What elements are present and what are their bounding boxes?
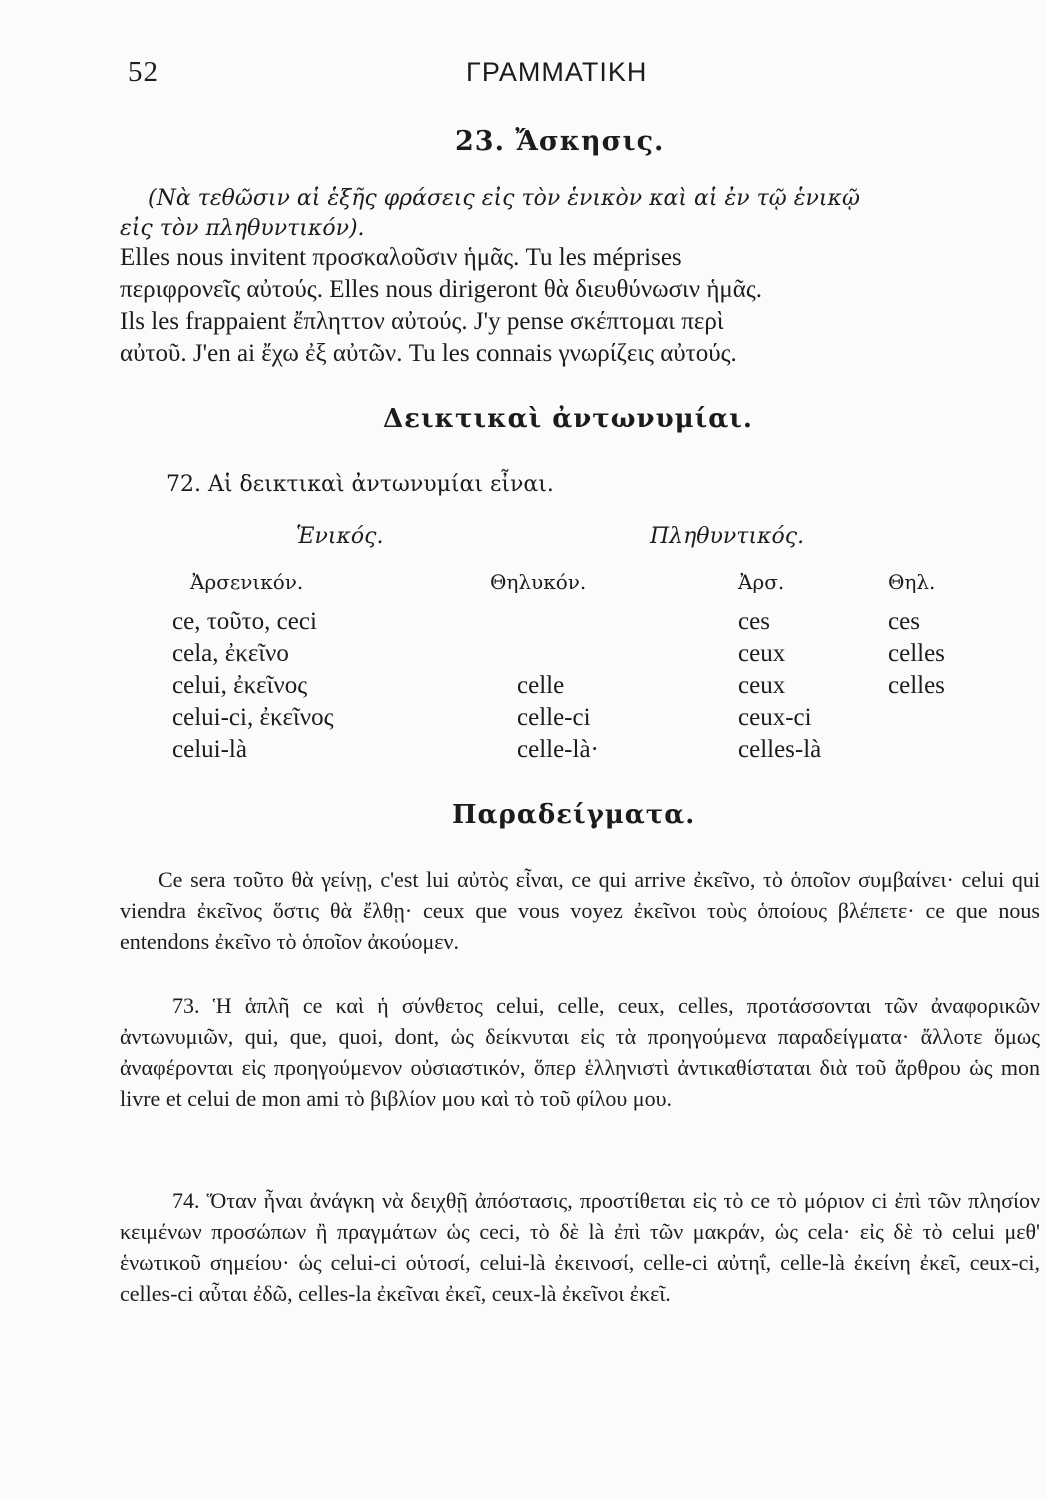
- table-cell-pl-masc: celles-là: [738, 736, 822, 763]
- paragraph-73: 73. Ἡ ἁπλῆ ce καὶ ἡ σύνθετος celui, celle, ceux, celles, προτάσσονται τῶν ἀναφορικῶν ἀντωνυμιῶν, qui, que, quoi, dont, ὡς δείκνυται εἰς τὰ προηγούμενα παραδείγματα· ἄλλοτε ὅμως ἀναφέρονται εἰς προηγούμενον οὐσιαστικόν, ὅπερ ἑλληνιστὶ ἀντικαθίσταται διὰ τοῦ ἄρθρου ὡς mon livre et celui de mon ami τὸ βιβλίον μου καὶ τὸ τοῦ φίλου μου.: [120, 993, 1040, 1111]
- exercise-line-3: Ils les frappaient ἔπληττον αὐτούς. J'y pense σκέπτομαι περὶ: [120, 308, 724, 335]
- column-plural-feminine: Θηλ.: [888, 570, 936, 594]
- running-title: ΓΡΑΜΜΑΤΙΚΗ: [466, 57, 648, 87]
- page-number: 52: [128, 56, 159, 88]
- column-masculine: Ἀρσενικόν.: [190, 570, 304, 594]
- table-cell-masc: celui-là: [172, 736, 247, 763]
- table-cell-pl-masc: ces: [738, 608, 770, 635]
- exercise-instruction-line-1: (Νὰ τεθῶσιν αἱ ἑξῆς φράσεις εἰς τὸν ἑνικὸν καὶ αἱ ἐν τῷ ἑνικῷ: [148, 186, 860, 211]
- demonstratives-title: Δεικτικαὶ ἀντωνυμίαι.: [383, 404, 753, 434]
- examples-title: Παραδείγματα.: [452, 800, 696, 830]
- column-feminine: Θηλυκόν.: [490, 570, 587, 594]
- table-cell-fem: celle: [517, 672, 565, 699]
- table-cell-fem: celle-là·: [517, 736, 599, 763]
- table-cell-masc: celui-ci, ἐκεῖνος: [172, 704, 334, 731]
- table-cell-masc: ce, τοῦτο, ceci: [172, 608, 317, 635]
- plural-heading: Πληθυντικός.: [650, 524, 805, 549]
- exercise-instruction-line-2: εἰς τὸν πληθυντικόν).: [120, 216, 365, 241]
- table-cell-pl-masc: ceux: [738, 672, 786, 699]
- paragraph-74: 74. Ὅταν ἦναι ἀνάγκη νὰ δειχθῇ ἀπόστασις, προστίθεται εἰς τὸ ce τὸ μόριον ci ἐπὶ τῶν πλησίον κειμένων προσώπων ἢ πραγμάτων ὡς ceci, τὸ δὲ là ἐπὶ τῶν μακράν, ὡς cela· εἰς δὲ τὸ celui μεθ' ἑνωτικοῦ σημείου· ὡς celui-ci οὑτοσί, celui-là ἐκεινοσί, celle-ci αὐτηΐ, celle-là ἐκείνη ἐκεῖ, ceux-ci, celles-ci αὗται ἐδῶ, celles-la ἐκεῖναι ἐκεῖ, ceux-là ἐκεῖνοι ἐκεῖ.: [120, 1188, 1040, 1306]
- table-cell-fem: celle-ci: [517, 704, 591, 731]
- exercise-line-4: αὐτοῦ. J'en ai ἔχω ἐξ αὐτῶν. Tu les connais γνωρίζεις αὐτούς.: [120, 340, 737, 367]
- table-cell-pl-fem: celles: [888, 640, 945, 667]
- paragraph-72: 72. Αἱ δεικτικαὶ ἀντωνυμίαι εἶναι.: [166, 472, 554, 497]
- table-cell-pl-fem: ces: [888, 608, 920, 635]
- table-cell-pl-masc: ceux-ci: [738, 704, 812, 731]
- exercise-line-2: περιφρονεῖς αὐτούς. Elles nous dirigeront θὰ διευθύνωσιν ἡμᾶς.: [120, 276, 763, 303]
- column-plural-masculine: Ἀρσ.: [738, 570, 785, 594]
- table-cell-masc: celui, ἐκεῖνος: [172, 672, 308, 699]
- exercise-line-1: Elles nous invitent προσκαλοῦσιν ἡμᾶς. Tu les méprises: [120, 244, 682, 271]
- table-cell-masc: cela, ἐκεῖνο: [172, 640, 289, 667]
- singular-heading: Ἑνικός.: [296, 524, 384, 549]
- examples-paragraph: Ce sera τοῦτο θὰ γείνῃ, c'est lui αὐτὸς εἶναι, ce qui arrive ἐκεῖνο, τὸ ὁποῖον συμβαίνει· celui qui viendra ἐκεῖνος ὅστις θὰ ἔλθῃ· ceux que vous voyez ἐκεῖνοι τοὺς ὁποίους βλέπετε· ce que nous entendons ἐκεῖνο τὸ ὁποῖον ἀκούομεν.: [120, 867, 1040, 954]
- exercise-title: 23. Ἄσκησις.: [455, 126, 665, 157]
- table-cell-pl-fem: celles: [888, 672, 945, 699]
- table-cell-pl-masc: ceux: [738, 640, 786, 667]
